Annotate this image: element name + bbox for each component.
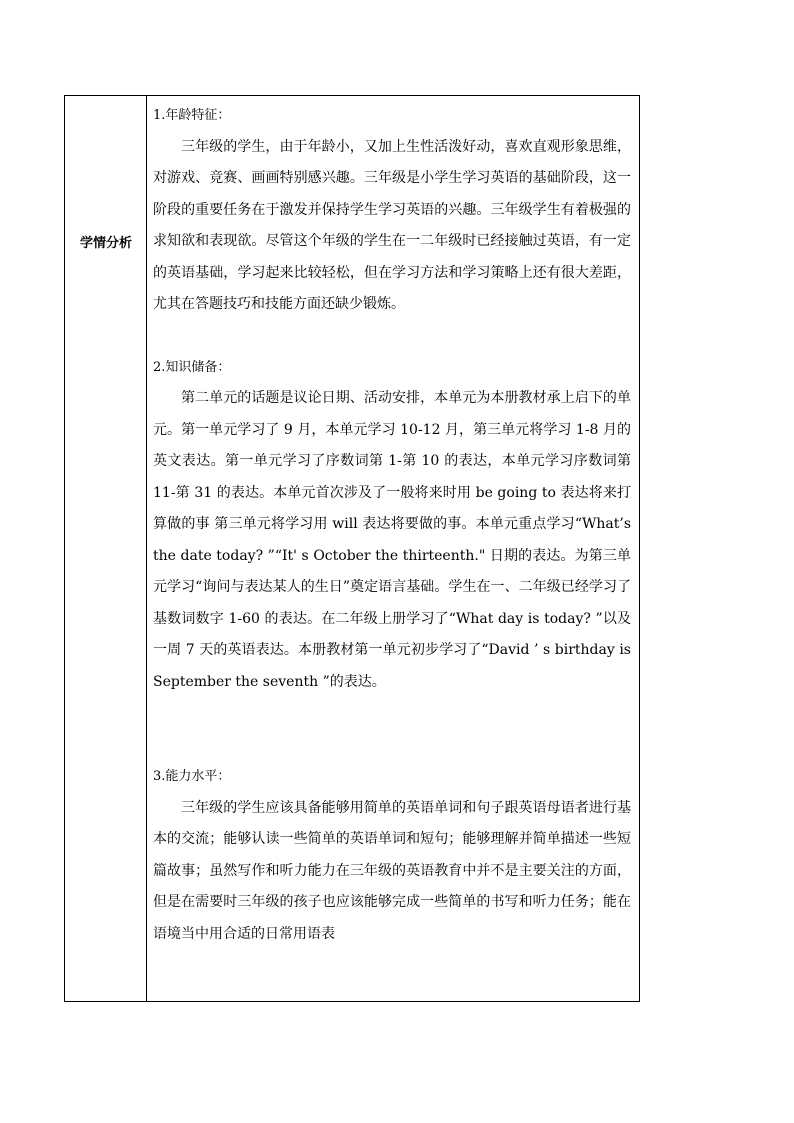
section-text-knowledge: 第二单元的话题是议论日期、活动安排，本单元为本册教材承上启下的单元。第一单元学习了 9 月，本单元学习 10-12 月，第三单元将学习 1-8 月的英文表达。第一单元学习了序数词第 1-第 10 的表达，本单元学习序数词第 11-第 31 的表达。本单元首次涉及了一般将来时用 be going to 表达将来打算做的事 第三单元将学习用 will 表达将要做的事。本单元重点学习“What’s the date today? ”“It' s October the thirteenth." 日期的表达。为第三单元学习“询问与表达某人的生日”奠定语言基础。学生在一、二年级已经学习了基数词数字 1-60 的表达。在二年级上册学习了“What day is today? ”以及一周 7 天的英语表达。本册教材第一单元初步学习了“David ’ s birthday is September the seventh ”的表达。 xyxy=(153,390,631,690)
row-label-cell xyxy=(65,96,147,1001)
analysis-table xyxy=(64,95,640,1002)
section-heading-knowledge: 2.知识储备： xyxy=(153,359,231,375)
spacer xyxy=(153,321,631,352)
section-text-ability: 三年级的学生应该具备能够用简单的英语单词和句子跟英语母语者进行基本的交流；能够认读一些简单的英语单词和短句；能够理解并简单描述一些短篇故事；虽然写作和听力能力在三年级的英语教育中并不是主要关注的方面，但是在需要时三年级的孩子也应该能够完成一些简单的书写和听力任务；能在语境当中用合适的日常用语表 xyxy=(153,799,631,942)
section-heading-ability: 3.能力水平： xyxy=(153,769,231,784)
spacer xyxy=(153,698,631,761)
row-label: 学情分析 xyxy=(79,236,132,251)
section-heading-age: 1.年龄特征： xyxy=(153,108,231,123)
content-body xyxy=(147,96,639,950)
content-cell xyxy=(147,96,639,1001)
section-text-age: 三年级的学生，由于年龄小，又加上生性活泼好动，喜欢直观形象思维，对游戏、竞赛、画画特别感兴趣。三年级是小学生学习英语的基础阶段，这一阶段的重要任务在于激发并保持学生学习英语的兴趣。三年级学生有着极强的求知欲和表现欲。尽管这个年级的学生在一二年级时已经接触过英语，有一定的英语基础，学习起来比较轻松，但在学习方法和学习策略上还有很大差距，尤其在答题技巧和技能方面还缺少锻炼。 xyxy=(153,138,631,312)
